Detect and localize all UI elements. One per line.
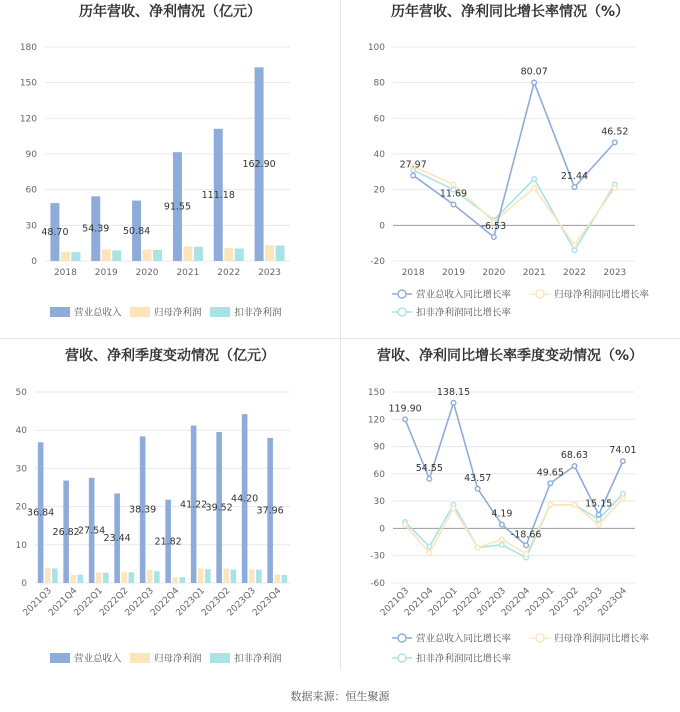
point-归母净利润同比增长率 <box>621 496 626 501</box>
legend-label: 扣非净利润 <box>234 653 282 665</box>
point-营业总收入同比增长率 <box>532 80 537 85</box>
bar-归母净利润 <box>223 568 229 583</box>
x-tick-label: 2021 <box>176 268 200 278</box>
y-tick-label: -60 <box>370 579 385 589</box>
y-tick-label: 100 <box>367 43 385 53</box>
point-营业总收入同比增长率 <box>451 400 456 405</box>
bar-归母净利润 <box>274 575 280 583</box>
x-tick-label: 2018 <box>401 268 425 278</box>
x-tick-label: 2023 <box>603 268 627 278</box>
data-label: 15.15 <box>585 498 613 510</box>
x-tick-label: 2022Q1 <box>72 586 105 619</box>
x-tick-label: 2023Q2 <box>548 586 581 619</box>
x-tick-label: 2019 <box>442 268 465 278</box>
legend-swatch <box>210 307 230 317</box>
y-tick-label: 60 <box>25 185 37 196</box>
point-扣非净利润同比增长率 <box>572 248 577 253</box>
bar-归母净利润 <box>70 575 76 583</box>
bar-扣非净利润 <box>129 572 135 583</box>
bar-归母净利润 <box>198 568 204 583</box>
y-tick-label: 0 <box>379 221 385 232</box>
point-营业总收入同比增长率 <box>572 185 577 190</box>
bar-归母净利润 <box>249 569 255 583</box>
bar-归母净利润 <box>183 246 192 261</box>
data-label: 26.82 <box>52 526 80 538</box>
data-label: 4.19 <box>491 508 513 520</box>
y-tick-label: 90 <box>373 442 385 453</box>
y-tick-label: 40 <box>15 426 27 437</box>
bar-扣非净利润 <box>52 568 58 583</box>
x-tick-label: 2018 <box>53 268 77 278</box>
legend-label: 归母净利润 <box>154 653 202 665</box>
y-tick-label: 60 <box>373 469 385 480</box>
data-label: 39.52 <box>205 502 233 514</box>
data-label: 23.44 <box>103 533 131 545</box>
x-tick-label: 2023Q1 <box>524 586 557 619</box>
data-label: 74.01 <box>609 445 637 457</box>
y-tick-label: 90 <box>25 150 37 160</box>
point-营业总收入同比增长率 <box>475 487 480 492</box>
x-tick-label: 2021Q4 <box>403 586 436 619</box>
x-tick-label: 2023Q4 <box>596 586 630 619</box>
legend-label: 归母净利润同比增长率 <box>554 289 650 301</box>
y-tick-label: 80 <box>373 78 385 89</box>
x-tick-label: 2022Q1 <box>427 586 460 619</box>
y-tick-label: -30 <box>370 551 385 562</box>
annual-line-svg <box>340 0 680 338</box>
y-tick-label: 60 <box>373 114 385 125</box>
quarter-bar-svg <box>0 340 340 685</box>
point-归母净利润同比增长率 <box>427 551 432 556</box>
x-tick-label: 2022Q2 <box>451 586 484 619</box>
point-归母净利润同比增长率 <box>451 506 456 511</box>
point-营业总收入同比增长率 <box>403 417 408 422</box>
x-tick-label: 2023Q1 <box>174 586 207 619</box>
point-归母净利润同比增长率 <box>532 186 537 191</box>
data-label: -18.66 <box>510 529 542 541</box>
point-营业总收入同比增长率 <box>621 459 626 464</box>
point-营业总收入同比增长率 <box>524 543 529 548</box>
y-tick-label: 40 <box>373 150 385 160</box>
point-营业总收入同比增长率 <box>427 477 432 482</box>
legend-marker <box>398 308 406 316</box>
x-tick-label: 2020 <box>482 268 506 278</box>
data-label: 162.90 <box>242 159 276 171</box>
x-tick-label: 2022Q3 <box>475 586 509 619</box>
horizontal-divider <box>0 338 680 339</box>
bar-归母净利润 <box>224 248 233 261</box>
data-label: -6.53 <box>481 220 507 232</box>
legend-label: 归母净利润同比增长率 <box>554 633 650 645</box>
x-tick-label: 2021Q4 <box>47 586 80 619</box>
legend-swatch <box>130 653 150 663</box>
data-label: 11.69 <box>439 188 468 200</box>
data-label: 50.84 <box>122 225 151 237</box>
point-归母净利润同比增长率 <box>572 502 577 507</box>
chart-title: 历年营收、净利情况（亿元） <box>79 4 261 20</box>
point-归母净利润同比增长率 <box>403 522 408 527</box>
x-tick-label: 2022 <box>563 268 586 278</box>
bar-归母净利润 <box>172 577 178 583</box>
x-tick-label: 2019 <box>94 268 118 278</box>
point-扣非净利润同比增长率 <box>500 543 505 548</box>
bar-归母净利润 <box>121 572 127 583</box>
x-tick-label: 2023Q4 <box>251 586 284 619</box>
x-tick-label: 2023Q2 <box>200 586 233 619</box>
x-tick-label: 2022 <box>217 268 241 278</box>
bar-归母净利润 <box>102 249 111 261</box>
y-tick-label: 150 <box>19 78 37 89</box>
legend-label: 扣非净利润 <box>234 307 282 319</box>
data-label: 44.20 <box>231 493 259 505</box>
legend-label: 营业总收入 <box>74 307 122 319</box>
quarter-line-svg <box>340 340 680 685</box>
data-source-note: 数据来源：恒生聚源 <box>290 690 390 703</box>
data-label: 119.90 <box>388 403 422 415</box>
bar-扣非净利润 <box>71 252 80 261</box>
data-label: 46.52 <box>601 126 629 138</box>
legend-swatch <box>130 307 150 317</box>
point-扣非净利润同比增长率 <box>532 177 537 182</box>
bar-归母净利润 <box>96 572 102 583</box>
point-营业总收入同比增长率 <box>411 173 416 178</box>
y-tick-label: 120 <box>367 415 385 426</box>
bar-扣非净利润 <box>282 575 288 583</box>
point-营业总收入同比增长率 <box>613 140 618 145</box>
y-tick-label: 30 <box>373 497 385 508</box>
data-label: 43.57 <box>464 472 492 484</box>
y-tick-label: 0 <box>31 257 37 267</box>
bar-扣非净利润 <box>256 570 262 583</box>
data-label: 54.55 <box>415 462 443 474</box>
bar-归母净利润 <box>143 250 152 261</box>
data-label: 80.07 <box>520 66 548 78</box>
y-tick-label: 0 <box>379 524 385 535</box>
data-label: 49.65 <box>536 467 564 479</box>
legend-label: 营业总收入同比增长率 <box>416 289 512 301</box>
quarterly-growth-rate-chart <box>340 340 680 685</box>
x-tick-label: 2022Q2 <box>98 586 131 619</box>
bar-扣非净利润 <box>154 571 160 583</box>
x-tick-label: 2022Q3 <box>123 586 156 619</box>
point-归母净利润同比增长率 <box>572 243 577 248</box>
legend-swatch <box>50 307 70 317</box>
bar-扣非净利润 <box>205 569 211 583</box>
point-归母净利润同比增长率 <box>451 182 456 187</box>
point-营业总收入同比增长率 <box>572 464 577 469</box>
point-归母净利润同比增长率 <box>548 502 553 507</box>
legend-marker <box>536 634 544 642</box>
data-label: 68.63 <box>560 450 589 462</box>
point-归母净利润同比增长率 <box>613 186 618 191</box>
data-label: 21.82 <box>154 536 182 548</box>
point-归母净利润同比增长率 <box>596 522 601 527</box>
data-label: 21.44 <box>560 171 589 183</box>
data-label: 111.18 <box>201 189 235 201</box>
y-tick-label: 20 <box>373 185 385 196</box>
data-label: 27.97 <box>399 159 427 171</box>
legend-marker <box>398 290 406 298</box>
y-tick-label: 20 <box>15 502 27 513</box>
point-营业总收入同比增长率 <box>451 202 456 207</box>
point-营业总收入同比增长率 <box>548 481 553 486</box>
data-label: 54.39 <box>82 223 110 235</box>
x-tick-label: 2021Q3 <box>378 586 412 619</box>
chart-title: 营收、净利同比增长率季度变动情况（%） <box>376 348 644 364</box>
point-扣非净利润同比增长率 <box>596 517 601 522</box>
data-label: 37.96 <box>256 505 284 517</box>
x-tick-label: 2021Q3 <box>21 586 54 619</box>
y-tick-label: 120 <box>19 114 37 125</box>
point-归母净利润同比增长率 <box>500 537 505 542</box>
legend-label: 扣非净利润同比增长率 <box>416 307 512 319</box>
data-label: 91.55 <box>163 201 192 213</box>
point-归母净利润同比增长率 <box>524 552 529 557</box>
bar-扣非净利润 <box>276 246 285 261</box>
legend-marker <box>398 634 406 642</box>
legend-label: 归母净利润 <box>154 307 202 319</box>
bar-扣非净利润 <box>231 570 237 583</box>
bar-归母净利润 <box>147 570 153 583</box>
y-tick-label: -20 <box>370 257 385 267</box>
x-tick-label: 2023Q3 <box>225 586 258 619</box>
point-营业总收入同比增长率 <box>492 235 497 240</box>
y-tick-label: 150 <box>367 388 385 398</box>
bar-扣非净利润 <box>180 577 186 583</box>
bar-扣非净利润 <box>103 573 109 583</box>
x-tick-label: 2021 <box>522 268 546 278</box>
annual-revenue-profit-chart <box>0 0 340 338</box>
data-label: 36.84 <box>27 507 55 519</box>
chart-title: 历年营收、净利同比增长率情况（%） <box>390 4 630 20</box>
legend-marker <box>398 654 406 662</box>
bar-扣非净利润 <box>153 250 162 261</box>
legend-label: 营业总收入同比增长率 <box>416 633 512 645</box>
x-tick-label: 2022Q4 <box>499 586 533 619</box>
chart-title: 营收、净利季度变动情况（亿元） <box>65 348 275 364</box>
legend-label: 扣非净利润同比增长率 <box>416 653 512 665</box>
bar-归母净利润 <box>45 568 51 583</box>
data-label: 27.54 <box>78 525 106 537</box>
bar-扣非净利润 <box>235 249 244 261</box>
legend-swatch <box>210 653 230 663</box>
point-营业总收入同比增长率 <box>500 522 505 527</box>
data-label: 41.22 <box>180 499 208 511</box>
bar-归母净利润 <box>265 245 274 261</box>
annual-bar-svg <box>0 0 340 338</box>
y-tick-label: 0 <box>21 579 27 589</box>
point-扣非净利润同比增长率 <box>427 544 432 549</box>
legend-swatch <box>50 653 70 663</box>
x-tick-label: 2023 <box>258 268 282 278</box>
bar-扣非净利润 <box>194 247 203 261</box>
bar-归母净利润 <box>61 252 70 261</box>
legend-label: 营业总收入 <box>74 653 122 665</box>
data-label: 138.15 <box>436 386 471 398</box>
legend-marker <box>536 290 544 298</box>
data-label: 38.39 <box>129 504 157 516</box>
annual-growth-rate-chart <box>340 0 680 338</box>
data-label: 48.70 <box>41 227 69 239</box>
bar-扣非净利润 <box>112 250 121 261</box>
x-tick-label: 2023Q3 <box>572 586 605 619</box>
point-归母净利润同比增长率 <box>475 545 480 550</box>
line-营业总收入同比增长率 <box>413 83 615 237</box>
y-tick-label: 10 <box>15 540 27 551</box>
y-tick-label: 30 <box>25 221 37 232</box>
quarterly-revenue-profit-chart <box>0 340 340 685</box>
x-tick-label: 2022Q4 <box>149 586 182 619</box>
x-tick-label: 2020 <box>135 268 159 278</box>
y-tick-label: 50 <box>15 388 27 398</box>
bar-扣非净利润 <box>78 575 84 583</box>
y-tick-label: 180 <box>19 43 37 53</box>
point-营业总收入同比增长率 <box>596 512 601 517</box>
y-tick-label: 30 <box>15 464 27 475</box>
